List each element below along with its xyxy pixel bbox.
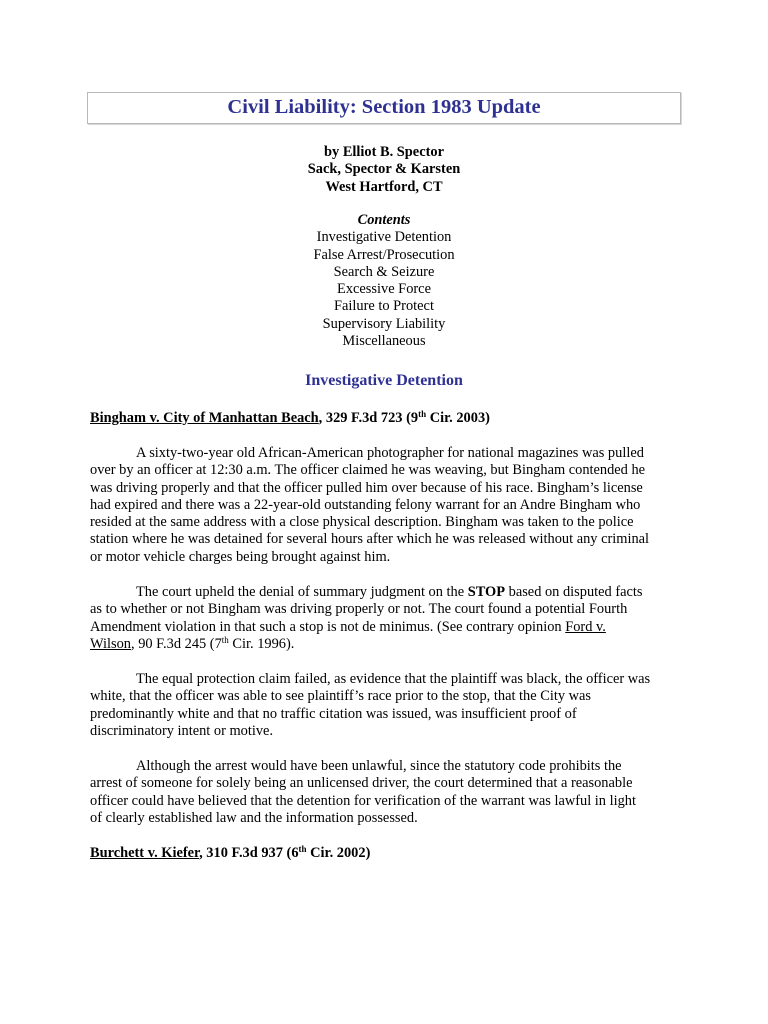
contents-item: Failure to Protect bbox=[334, 298, 434, 315]
emphasis-stop: STOP bbox=[467, 584, 506, 600]
text-line: or motor vehicle charges being brought against him. bbox=[90, 548, 391, 565]
text-line: officer could have believed that the detention for verification of the warrant was lawful in light bbox=[90, 792, 636, 809]
text-span: Amendment violation in that such a stop is not de minimus. (See contrary opinion bbox=[90, 618, 566, 635]
paragraph bbox=[90, 445, 690, 566]
text-span: The court upheld the denial of summary judgment on the bbox=[136, 584, 468, 600]
location: West Hartford, CT bbox=[325, 178, 443, 195]
text-line: The equal protection claim failed, as evidence that the plaintiff was black, the officer was bbox=[136, 671, 651, 687]
text-line bbox=[90, 636, 690, 653]
text-line: over by an officer at 12:30 a.m. The officer claimed he was weaving, but Bingham contended he bbox=[90, 462, 646, 479]
contents-item: Excessive Force bbox=[337, 281, 431, 298]
document-title: Civil Liability: Section 1983 Update bbox=[227, 96, 541, 119]
text-span: based on disputed facts bbox=[505, 584, 643, 600]
contents-item: False Arrest/Prosecution bbox=[313, 246, 455, 263]
paragraph bbox=[90, 758, 690, 827]
contents-item: Supervisory Liability bbox=[322, 315, 446, 332]
text-line: was driving properly and that the officer pulled him over because of his race. Bingham’s license bbox=[90, 479, 643, 496]
contents-item: Search & Seizure bbox=[333, 263, 435, 280]
author: by Elliot B. Spector bbox=[324, 144, 444, 160]
paragraph bbox=[90, 671, 690, 740]
case-name: Burchett v. Kiefer bbox=[90, 845, 200, 861]
text-line: discriminatory intent or motive. bbox=[90, 722, 274, 739]
byline bbox=[0, 144, 768, 196]
text-line: arrest of someone for solely being an unlicensed driver, the court determined that a reasonable bbox=[90, 775, 633, 792]
text-span: , 90 F.3d 245 (7 bbox=[131, 635, 222, 652]
contents-item: Investigative Detention bbox=[316, 229, 452, 246]
text-line: station where he was detained for several hours after which he was released without any criminal bbox=[90, 531, 650, 548]
section-heading: Investigative Detention bbox=[305, 372, 463, 389]
case-cite: , 329 F.3d 723 (9 bbox=[318, 410, 419, 426]
text-line bbox=[90, 584, 690, 601]
case-cite-end: Cir. 2003) bbox=[426, 410, 490, 426]
firm: Sack, Spector & Karsten bbox=[307, 161, 461, 178]
text-line: Although the arrest would have been unlawful, since the statutory code prohibits the bbox=[136, 758, 622, 774]
text-line: predominantly white and that no traffic citation was issued, was insufficient proof of bbox=[90, 705, 577, 722]
case-cite-end: Cir. 2002) bbox=[306, 845, 371, 861]
contents-heading: Contents bbox=[357, 212, 411, 228]
case-citation bbox=[90, 410, 490, 427]
text-line: resided at the same address with a close physical description. Bingham was taken to the police bbox=[90, 514, 634, 531]
text-line: white, that the officer was able to see plaintiff’s race prior to the stop, that the City was bbox=[90, 688, 591, 705]
case-cite: , 310 F.3d 937 (6 bbox=[199, 845, 299, 861]
title-box bbox=[87, 92, 681, 124]
case-name: Bingham v. City of Manhattan Beach bbox=[90, 410, 319, 426]
case-reference: Ford v. bbox=[565, 618, 606, 635]
contents-item: Miscellaneous bbox=[342, 333, 426, 350]
text-line: of clearly established law and the information possessed. bbox=[90, 809, 418, 826]
text-line bbox=[90, 619, 690, 636]
case-reference: Wilson bbox=[90, 635, 131, 652]
text-span: Cir. 1996). bbox=[228, 635, 295, 652]
ordinal-suffix: th bbox=[418, 409, 427, 419]
case-citation bbox=[90, 845, 370, 862]
ordinal-suffix: th bbox=[221, 634, 229, 645]
text-line: as to whether or not Bingham was driving properly or not. The court found a potential Fourth bbox=[90, 601, 628, 618]
ordinal-suffix: th bbox=[298, 844, 307, 854]
text-line: had expired and there was a 22-year-old outstanding felony warrant for an Andre Bingham who bbox=[90, 496, 641, 513]
table-of-contents bbox=[0, 212, 768, 350]
paragraph bbox=[90, 584, 690, 653]
text-line: A sixty-two-year old African-American photographer for national magazines was pulled bbox=[136, 445, 644, 461]
